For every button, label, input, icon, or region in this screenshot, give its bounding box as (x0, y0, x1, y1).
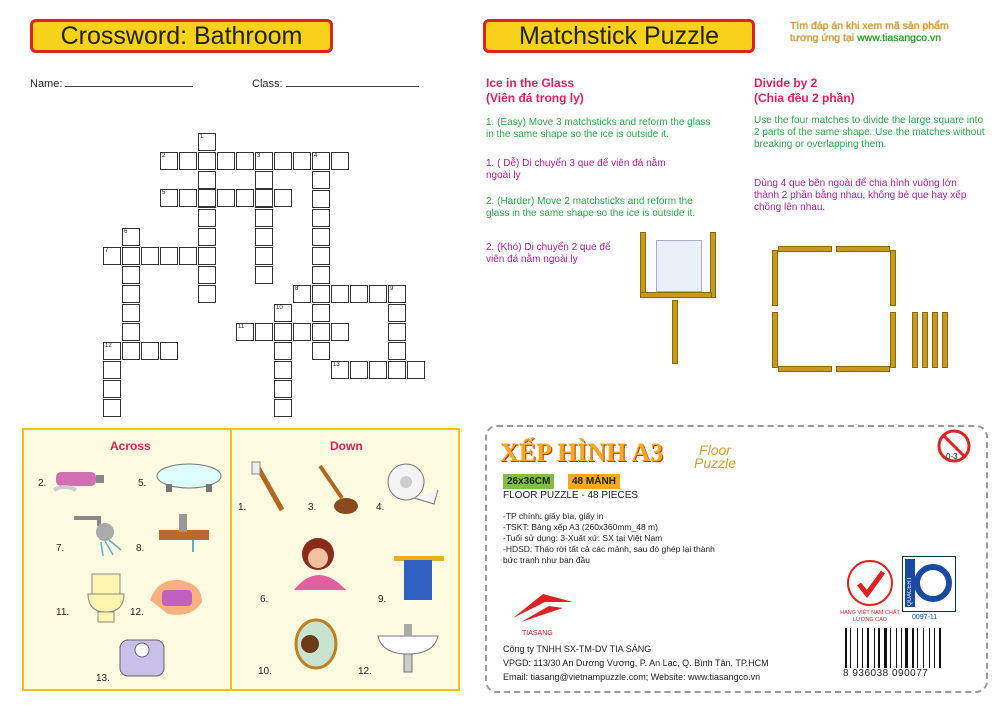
crossword-cell[interactable] (255, 189, 273, 207)
across-clue-7: 7. (56, 543, 65, 554)
down-clue-1: 1. (238, 502, 247, 513)
crossword-cell[interactable] (198, 152, 216, 170)
ice-easy-en: 1. (Easy) Move 3 matchsticks and reform the glass in the same shape so the ice is outside it. (486, 117, 711, 140)
note-line1: Tìm đáp án khi xem mã sản phẩm (790, 20, 949, 32)
crossword-cell[interactable] (331, 323, 349, 341)
barcode-number: 8 936038 090077 (843, 668, 929, 679)
across-clue-13: 13. (96, 673, 110, 684)
crossword-cell[interactable] (369, 285, 387, 303)
crossword-cell[interactable] (274, 342, 292, 360)
crossword-cell[interactable] (160, 342, 178, 360)
scale-icon (114, 626, 174, 681)
crossword-cell[interactable] (255, 209, 273, 227)
crossword-cell[interactable] (388, 304, 406, 322)
crossword-cell[interactable] (198, 266, 216, 284)
floor-label: Floor Puzzle (693, 442, 737, 471)
crossword-cell[interactable] (388, 361, 406, 379)
down-clue-10: 10. (258, 666, 272, 677)
across-clue-8: 8. (136, 543, 145, 554)
down-clue-6: 6. (260, 594, 269, 605)
cell-number: 11 (238, 324, 245, 330)
hair-wash-icon (286, 530, 356, 600)
crossword-cell[interactable] (331, 361, 349, 379)
company-address: VPGD: 113/30 An Dương Vương, P. An Lạc, Q. Bình Tân, TP.HCM (503, 658, 769, 668)
faucet-icon (149, 508, 219, 558)
crossword-cell[interactable] (312, 247, 330, 265)
crossword-cell[interactable] (103, 247, 121, 265)
crossword-cell[interactable] (179, 189, 197, 207)
crossword-cell[interactable] (274, 189, 292, 207)
crossword-cell[interactable] (179, 247, 197, 265)
crossword-cell[interactable] (103, 399, 121, 417)
spec-line: -Tuổi sử dụng: 3-Xuất xứ: SX tại Việt Nam (503, 533, 663, 543)
crossword-cell[interactable] (274, 361, 292, 379)
crossword-cell[interactable] (103, 342, 121, 360)
crossword-cell[interactable] (160, 152, 178, 170)
toothpaste-icon (52, 458, 112, 498)
size-badge: 26x36CM (503, 474, 554, 489)
crossword-cell[interactable] (331, 285, 349, 303)
crossword-cell[interactable] (331, 152, 349, 170)
crossword-cell[interactable] (217, 152, 235, 170)
crossword-cell[interactable] (255, 228, 273, 246)
crossword-cell[interactable] (122, 304, 140, 322)
mirror-icon (280, 616, 350, 676)
crossword-cell[interactable] (122, 342, 140, 360)
crossword-cell[interactable] (255, 266, 273, 284)
ice-title-en: Ice in the Glass (486, 76, 575, 90)
specs (503, 511, 715, 566)
crossword-cell[interactable] (198, 247, 216, 265)
crossword-cell[interactable] (293, 323, 311, 341)
towel-icon (390, 550, 450, 610)
cell-number: 6 (124, 229, 128, 235)
logo-text: TIASANG (522, 630, 553, 637)
crossword-title: Crossword: Bathroom (30, 19, 333, 53)
crossword-cell[interactable] (312, 152, 330, 170)
crossword-cell[interactable] (388, 285, 406, 303)
cell-number: 2 (162, 153, 166, 159)
crossword-cell[interactable] (312, 304, 330, 322)
note-url[interactable]: www.tiasangco.vn (857, 32, 942, 44)
company-name: Công ty TNHH SX-TM-DV TIA SÁNG (503, 644, 652, 654)
spec-line: bức tranh như ban đầu (503, 555, 590, 565)
bathtub-icon (154, 456, 224, 496)
crossword-cell[interactable] (312, 228, 330, 246)
name-label: Name: (30, 78, 63, 90)
toilet-paper-icon (384, 460, 444, 510)
cell-number: 12 (105, 343, 112, 349)
product-subtitle: FLOOR PUZZLE - 48 PIECES (503, 490, 639, 501)
crossword-cell[interactable] (407, 361, 425, 379)
crossword-cell[interactable] (274, 304, 292, 322)
cell-number: 10 (276, 305, 283, 311)
answer-note (790, 20, 995, 44)
down-clue-9: 9. (378, 594, 387, 605)
barcode-icon (845, 628, 975, 668)
crossword-cell[interactable] (103, 380, 121, 398)
crossword-cell[interactable] (350, 285, 368, 303)
quacert-code: 0097-11 (912, 614, 938, 621)
spec-line: -TP chính: giấy bìa, giấy in (503, 511, 604, 521)
crossword-cell[interactable] (312, 209, 330, 227)
crossword-cell[interactable] (198, 285, 216, 303)
crossword-cell[interactable] (312, 323, 330, 341)
divide-text-vi: Dùng 4 que bên ngoài để chia hình vuông lớn thành 2 phần bằng nhau, không bẻ que hay xếp chồng lên nhau. (754, 178, 967, 213)
crossword-cell[interactable] (388, 323, 406, 341)
crossword-cell[interactable] (160, 189, 178, 207)
crossword-cell[interactable] (103, 361, 121, 379)
crossword-cell[interactable] (293, 285, 311, 303)
class-label: Class: (252, 78, 283, 90)
crossword-cell[interactable] (255, 171, 273, 189)
spec-line: -HDSD: Tháo rời tất cả các mảnh, sau đó ghép lại thành (503, 544, 715, 554)
shower-head-icon (69, 508, 129, 558)
down-clue-4: 4. (376, 502, 385, 513)
crossword-cell[interactable] (255, 323, 273, 341)
crossword-cell[interactable] (141, 247, 159, 265)
quality-text: HÀNG VIỆT NAM CHẤT LƯỢNG CAO (840, 610, 900, 623)
crossword-cell[interactable] (198, 228, 216, 246)
toothbrush-icon (250, 460, 290, 515)
crossword-cell[interactable] (198, 133, 216, 151)
note-line2: tương ứng tại (790, 32, 858, 44)
crossword-cell[interactable] (236, 189, 254, 207)
crossword-cell[interactable] (236, 323, 254, 341)
crossword-cell[interactable] (141, 342, 159, 360)
brand-title: XẾP HÌNH A3 (500, 438, 664, 467)
divide-title (754, 76, 855, 106)
crossword-cell[interactable] (312, 266, 330, 284)
crossword-cell[interactable] (388, 342, 406, 360)
down-heading: Down (330, 439, 363, 453)
crossword-cell[interactable] (369, 361, 387, 379)
crossword-cell[interactable] (312, 285, 330, 303)
across-clue-11: 11. (56, 607, 70, 618)
crossword-cell[interactable] (198, 189, 216, 207)
cell-number: 7 (105, 248, 109, 254)
crossword-cell[interactable] (179, 152, 197, 170)
ice-title-vi: (Viên đá trong ly) (486, 91, 584, 105)
crossword-cell[interactable] (255, 152, 273, 170)
pieces-badge: 48 MẢNH (568, 474, 620, 489)
across-heading: Across (110, 439, 151, 453)
crossword-cell[interactable] (198, 171, 216, 189)
cell-number: 5 (162, 190, 166, 196)
crossword-cell[interactable] (293, 152, 311, 170)
crossword-cell[interactable] (274, 399, 292, 417)
crossword-cell[interactable] (122, 228, 140, 246)
crossword-cell[interactable] (236, 152, 254, 170)
quacert-label: QUACERT (907, 576, 913, 606)
divide-title-en: Divide by 2 (754, 76, 818, 90)
divide-text-en: Use the four matches to divide the large square into 2 parts of the same shape. Use the matches without breaking or overlapping them. (754, 115, 985, 150)
sink-icon (374, 620, 444, 675)
ice-title (486, 76, 584, 106)
cell-number: 3 (257, 153, 261, 159)
across-clue-5: 5. (138, 478, 147, 489)
down-clue-3: 3. (308, 502, 317, 513)
toilet-icon (84, 570, 129, 625)
ice-easy-vi: 1. ( Dễ) Di chuyển 3 que để viên đá nằm ngoài ly (486, 158, 666, 181)
crossword-grid (0, 0, 470, 425)
soap-icon (146, 570, 206, 620)
crossword-cell[interactable] (160, 247, 178, 265)
crossword-cell[interactable] (312, 171, 330, 189)
cell-number: 8 (295, 286, 299, 292)
tiasang-logo-icon (503, 588, 583, 628)
spec-line: -TSKT: Bảng xếp A3 (260x360mm_48 m) (503, 522, 658, 532)
divide-title-vi: (Chia đều 2 phần) (754, 91, 855, 105)
crossword-cell[interactable] (122, 247, 140, 265)
cell-number: 13 (333, 362, 340, 368)
crossword-cell[interactable] (312, 342, 330, 360)
cell-number: 1 (200, 134, 204, 140)
crossword-cell[interactable] (122, 266, 140, 284)
company-contact: Email: tiasang@vietnampuzzle.com; Website: www.tiasangco.vn (503, 672, 761, 682)
matchstick-title: Matchstick Puzzle (483, 19, 755, 53)
crossword-cell[interactable] (274, 380, 292, 398)
crossword-cell[interactable] (255, 247, 273, 265)
across-clue-12: 12. (130, 607, 144, 618)
down-clue-12b: 12. (358, 666, 372, 677)
crossword-cell[interactable] (217, 189, 235, 207)
across-clue-2: 2. (38, 478, 47, 489)
crossword-cell[interactable] (198, 209, 216, 227)
ice-hard-vi: 2. (Khó) Di chuyển 2 que để viên đá nằm ngoài ly (486, 242, 611, 265)
crossword-cell[interactable] (312, 190, 330, 208)
cell-number: 9 (390, 286, 394, 292)
crossword-cell[interactable] (122, 323, 140, 341)
cell-number: 4 (314, 153, 318, 159)
crossword-cell[interactable] (274, 323, 292, 341)
crossword-cell[interactable] (274, 152, 292, 170)
clues-panel (22, 428, 460, 691)
crossword-cell[interactable] (350, 361, 368, 379)
age-label: 0-3 (946, 452, 958, 461)
plunger-icon (314, 462, 359, 517)
ice-hard-en: 2. (Harder) Move 2 matchsticks and reform the glass in the same shape so the ice is outside it. (486, 196, 696, 219)
crossword-cell[interactable] (122, 285, 140, 303)
